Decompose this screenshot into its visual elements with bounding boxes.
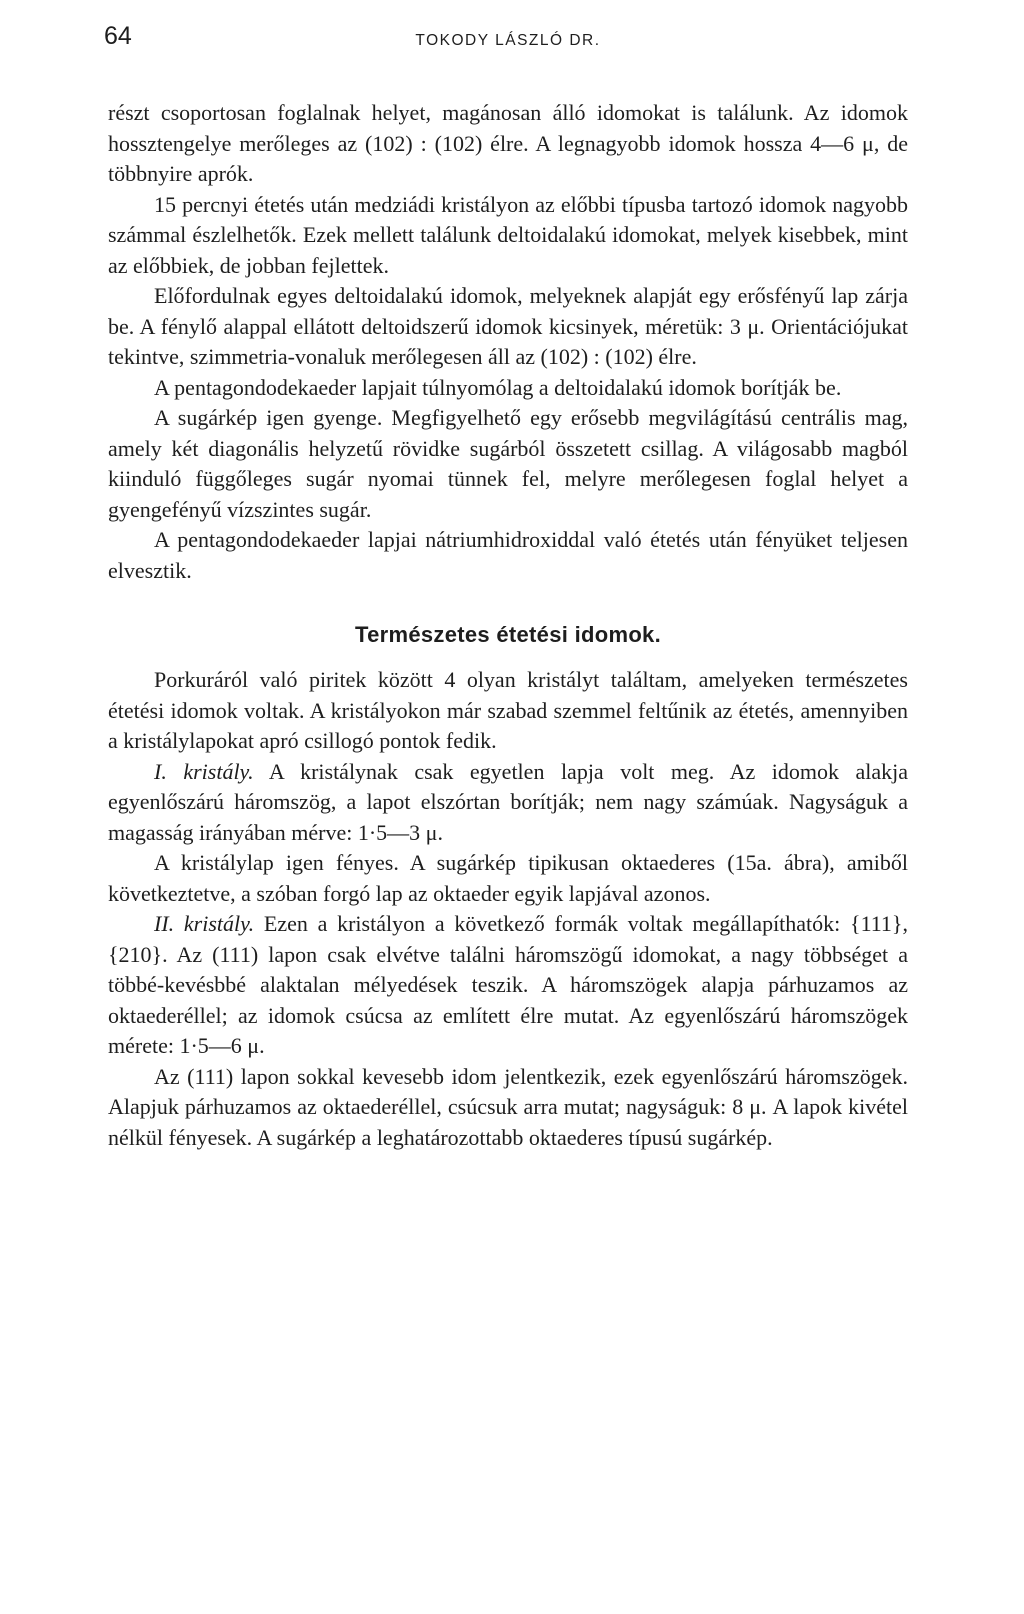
paragraph-text: A kristálynak csak egyetlen lapja volt meg. Az idomok alakja egyenlőszárú háromszög, a lapot elszórtan borítják; nem nagy számúak. Nagyságuk a magasság irányában mérve: 1·5—3 μ. bbox=[108, 758, 908, 845]
page-number: 64 bbox=[104, 22, 132, 50]
paragraph-text: A kristálylap igen fényes. A sugárkép tipikusan oktaederes (15a. ábra), amiből következtetve, a szóban forgó lap az oktaeder egyik lapjával azonos. bbox=[108, 850, 908, 906]
paragraph bbox=[108, 848, 908, 909]
running-head: TOKODY LÁSZLÓ DR. bbox=[415, 32, 601, 49]
section-heading: Természetes étetési idomok. bbox=[354, 622, 662, 647]
body-text bbox=[108, 98, 908, 1153]
paragraph bbox=[108, 909, 908, 1062]
crystal-label: II. kristály. bbox=[154, 911, 255, 936]
book-page bbox=[104, 22, 908, 1153]
page-header bbox=[104, 22, 908, 62]
paragraph-text: Az (111) lapon sokkal kevesebb idom jelentkezik, ezek egyenlőszárú háromszögek. Alapjuk párhuzamos az oktaederéllel, csúcsuk arra mutat; nagyságuk: 8 μ. A lapok kivétel nélkül fényesek. A sugárkép a leghatározottabb oktaederes típusú sugárkép. bbox=[108, 1063, 908, 1150]
paragraph: részt csoportosan foglalnak helyet, magánosan álló idomokat is találunk. Az idomok hossztengelye merőleges az (102) : (102) élre. A legnagyobb idomok hossza 4—6 μ, de többnyire aprók. bbox=[108, 100, 908, 186]
paragraph: 15 percnyi étetés után medziádi kristályon az előbbi típusba tartozó idomok nagyobb számmal észlelhetők. Ezek mellett találunk deltoidalakú idomokat, melyek kisebbek, mint az előbbiek, de jobban fejlettek. bbox=[108, 191, 908, 278]
paragraph: A pentagondodekaeder lapjait túlnyomólag a deltoidalakú idomok borítják be. bbox=[154, 374, 842, 400]
paragraph: Előfordulnak egyes deltoidalakú idomok, melyeknek alapját egy erősfényű lap zárja be. A fénylő alappal ellátott deltoidszerű idomok kicsinyek, méretük: 3 μ. Orientációjukat tekintve, szimmetria-vonaluk merőlegesen áll az (102) : (102) élre. bbox=[108, 283, 908, 369]
crystal-label: I. kristály. bbox=[154, 758, 254, 784]
paragraph-text: Porkuráról való piritek között 4 olyan kristályt találtam, amelyeken természetes étetési idomok voltak. A kristályokon már szabad szemmel feltűnik az étetés, amennyiben a kristálylapokat apró csillogó pontok fedik. bbox=[108, 667, 908, 753]
paragraph bbox=[108, 665, 908, 757]
paragraph bbox=[108, 1062, 908, 1154]
paragraph bbox=[108, 757, 908, 849]
paragraph-text: Ezen a kristályon a következő formák voltak megállapíthatók: {111}, {210}. Az (111) lapon csak elvétve találni háromszögű idomokat, a nagy többséget a többé-kevésbbé alaktalan mélyedések teszik. A háromszögek alapja párhuzamos az oktaederéllel; az idomok csúcsa az említett élre mutat. Az egyenlőszárú háromszögek mérete: 1·5—6 μ. bbox=[108, 911, 908, 1058]
paragraph: A sugárkép igen gyenge. Megfigyelhető egy erősebb megvilágítású centrális mag, amely két diagonális helyzetű rövidke sugárból összetett csillag. A világosabb magból kiinduló függőleges sugár nyomai tünnek fel, melyre merőlegesen foglal helyet a gyengefényű vízszintes sugár. bbox=[108, 405, 908, 522]
paragraph: A pentagondodekaeder lapjai nátriumhidroxiddal való étetés után fényüket teljesen elvesztik. bbox=[108, 527, 908, 583]
